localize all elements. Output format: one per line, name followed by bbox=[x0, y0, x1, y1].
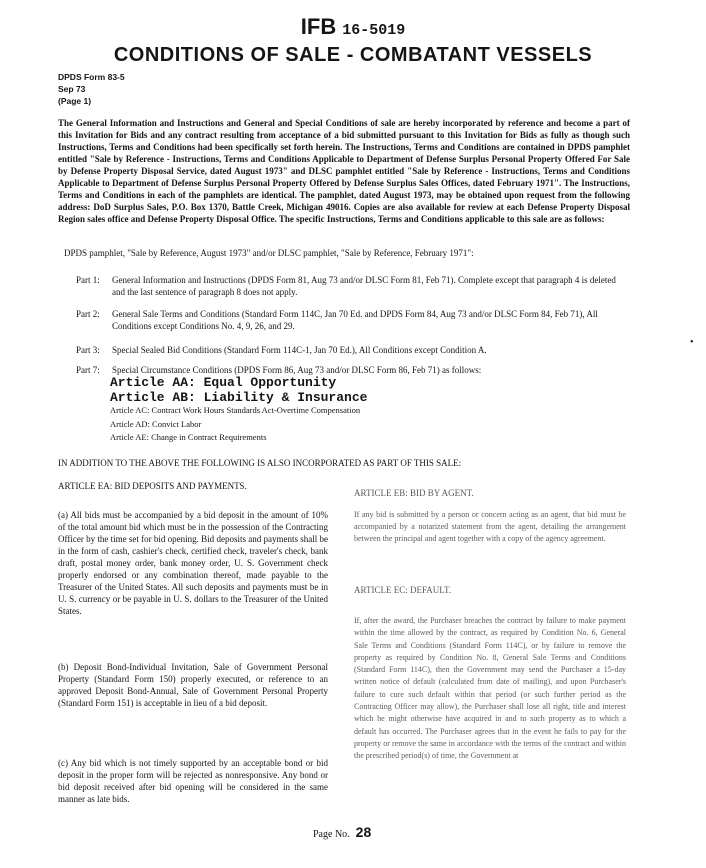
form-page: (Page 1) bbox=[58, 96, 92, 106]
part-7-text: Special Circumstance Conditions (DPDS Form 86, Aug 73 and/or DLSC Form 86, Feb 71) as follows: bbox=[112, 365, 482, 375]
article-ea-heading: ARTICLE EA: BID DEPOSITS AND PAYMENTS. bbox=[58, 481, 247, 491]
part-2-label: Part 2: bbox=[76, 309, 100, 319]
article-ea-para-b: (b) Deposit Bond-Individual Invitation, Sale of Government Personal Property (Standard Form 150) properly executed, or reference to an approved Deposit Bond-Annual, Sale of Government Personal Property (Standard Form 151) is acceptable in lieu of a bid deposit. bbox=[58, 662, 328, 708]
article-ec-text: If, after the award, the Purchaser breaches the contract by failure to make payment within the time allowed by the contract, as required by Condition No. 6, General Sale Terms and Conditions (Standard Form 114C), or by failure to remove the property as required by Condition No. 8, General Sale Terms and Conditions (Standard Form 114C), then the Government may send the Purchaser a 15-day written notice of default (calculated from date of mailing), and upon Purchaser's failure to cure such default within that period (or such further period as the Contracting Officer may allow), the Purchaser shall lose all right, title and interest which he might otherwise have acquired in and to such property as to which a default has occurred. The Purchaser agrees that in the event he fails to pay for the property or remove the same in accordance with the terms of the contract and within the prescribed period(s) of time, the Government at bbox=[354, 616, 626, 761]
form-date: Sep 73 bbox=[58, 84, 86, 94]
article-ae: Article AE: Change in Contract Requirements bbox=[110, 432, 267, 442]
ifb-number: 16-5019 bbox=[342, 22, 406, 39]
part-2-text: General Sale Terms and Conditions (Standard Form 114C, Jan 70 Ed. and DPDS Form 84, Aug 73 and/or DLSC Form 84, Feb 71), All Conditions except Conditions No. 4, 9, 26, and 29. bbox=[112, 309, 598, 331]
article-aa: Article AA: Equal Opportunity bbox=[110, 375, 337, 390]
intro-paragraph: The General Information and Instructions and General and Special Conditions of sale are hereby incorporated by reference and become a part of this Invitation for Bids and any contract resulting from acceptance of a bid submitted pursuant to this Invitation for Bids as fully as though such Instructions, Terms and Conditions had been specifically set forth herein. The Instructions, Terms and Conditions are contained in DPDS pamphlet entitled "Sale by Reference - Instructions, Terms and Conditions Applicable to Department of Defense Surplus Personal Property Offered For Sale by Defense Property Disposal Service, dated August 1973" and DLSC pamphlet entitled "Sale by Reference - Instructions, Terms and Conditions Applicable to Department of Defense Surplus Personal Property Offered by Defense Surplus Sales Offices, dated February 1971". The Instructions, Terms and Conditions in each of the pamphlets are identical. The pamphlet, dated August 1973, may be obtained upon request from the following address: DoD Surplus Sales, P.O. Box 1370, Battle Creek, Michigan 49016. Copies are also available for review at each Defense Property Disposal Region sales office and Defense Property Disposal Office. The specific Instructions, Terms and Conditions applicable to this sale are as follows: bbox=[58, 118, 630, 224]
article-ab: Article AB: Liability & Insurance bbox=[110, 390, 368, 405]
pamphlet-line: DPDS pamphlet, "Sale by Reference, August 1973" and/or DLSC pamphlet, "Sale by Reference, February 1971": bbox=[64, 248, 474, 258]
article-eb-text: If any bid is submitted by a person or concern acting as an agent, that bid must be accompanied by a notarized statement from the agent, detailing the arrangement between the principal and agent together with a copy of the agency agreement. bbox=[354, 510, 626, 543]
form-number: DPDS Form 83-5 bbox=[58, 72, 125, 82]
ifb-heading bbox=[0, 14, 706, 40]
part-7-label: Part 7: bbox=[76, 365, 100, 375]
article-ea-para-a: (a) All bids must be accompanied by a bid deposit in the amount of 10% of the total amount bid which must be in the possession of the Contracting Officer by the time set for bid opening. Bid deposits and payments shall be in the form of cash, cashier's check, certified check, traveler's check, bank draft, postal money order, bank money order, U. S. Government check properly endorsed or any combination thereof, made payable to the Treasurer of the United States. All such deposits and payments must be in U. S. currency or be payable in U. S. dollars to the Treasurer of the United States. bbox=[58, 510, 328, 616]
article-ec-heading: ARTICLE EC: DEFAULT. bbox=[354, 585, 452, 595]
article-ad: Article AD: Convict Labor bbox=[110, 419, 202, 429]
ifb-label: IFB bbox=[300, 14, 337, 39]
page-number bbox=[313, 824, 371, 840]
part-1-label: Part 1: bbox=[76, 275, 100, 285]
page-number-value: 28 bbox=[355, 824, 372, 840]
article-eb-heading: ARTICLE EB: BID BY AGENT. bbox=[354, 488, 474, 498]
article-ac: Article AC: Contract Work Hours Standards Act-Overtime Compensation bbox=[110, 405, 361, 415]
margin-mark: • bbox=[690, 337, 694, 348]
article-ea-para-c: (c) Any bid which is not timely supported by an acceptable bond or bid deposit in the proper form will be rejected as nonresponsive. Any bond or bid deposit received after bid opening will be considered in the same manner as late bids. bbox=[58, 758, 328, 804]
page-label: Page No. bbox=[313, 829, 350, 840]
part-3-text: Special Sealed Bid Conditions (Standard Form 114C-1, Jan 70 Ed.), All Conditions except Condition A. bbox=[112, 345, 487, 355]
part-3-label: Part 3: bbox=[76, 345, 100, 355]
part-1-text: General Information and Instructions (DPDS Form 81, Aug 73 and/or DLSC Form 81, Feb 71). Complete except that paragraph 4 is deleted and the last sentence of paragraph 8 does not apply. bbox=[112, 275, 616, 297]
addition-heading: IN ADDITION TO THE ABOVE THE FOLLOWING IS ALSO INCORPORATED AS PART OF THIS SALE: bbox=[58, 458, 462, 468]
page-title: CONDITIONS OF SALE - COMBATANT VESSELS bbox=[113, 44, 593, 66]
